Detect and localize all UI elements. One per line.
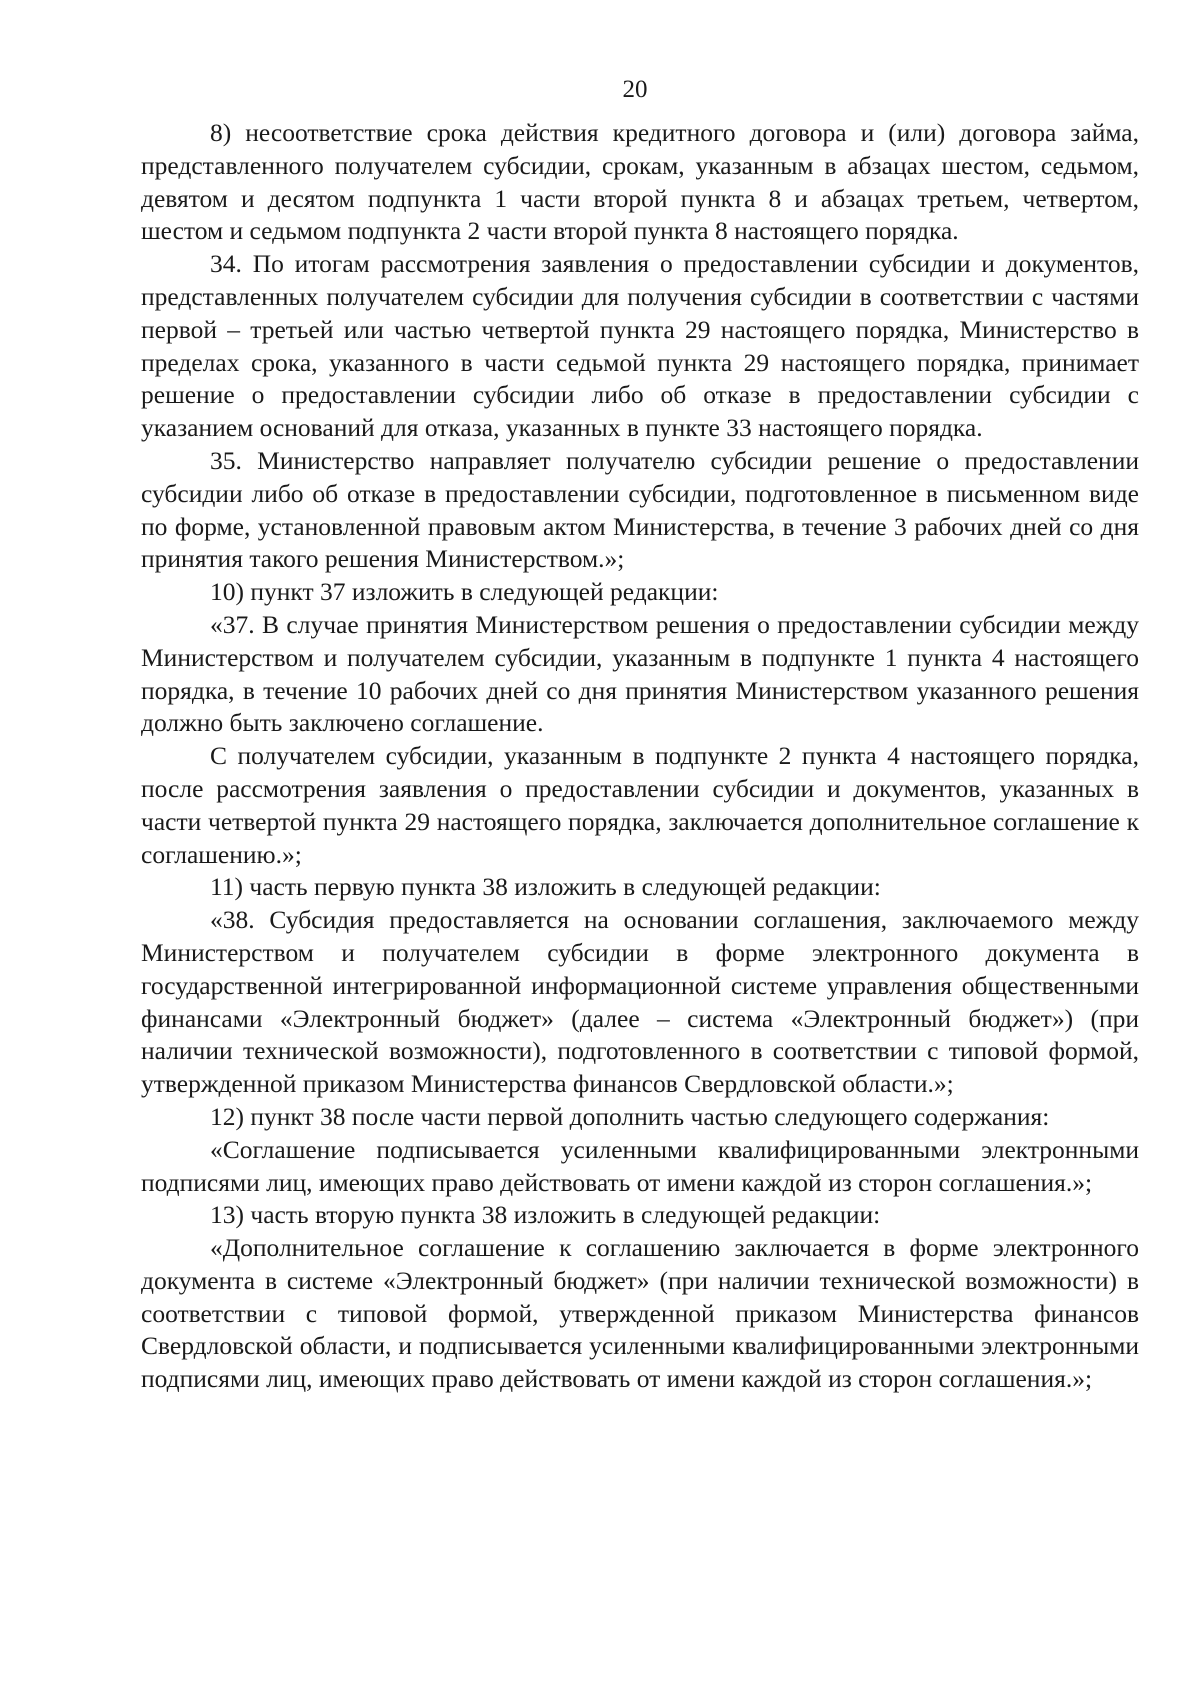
paragraph-point-38: «38. Субсидия предоставляется на основании соглашения, заключаемого между Министерством и получателем субсидии в форме электронного документа в государственной интегрированной информационной системе управления общественными финансами «Электронный бюджет» (далее – система «Электронный бюджет») (при наличии технической возможности), подготовленного в соответствии с типовой формой, утвержденной приказом Министерства финансов Свердловской области.»; [141,905,1139,1099]
paragraph-agreement-signing: «Соглашение подписывается усиленными квалифицированными электронными подписями лиц, имеющих право действовать от имени каждой из сторон соглашения.»; [141,1134,1139,1197]
paragraph-additional-agreement: «Дополнительное соглашение к соглашению заключается в форме электронного документа в системе «Электронный бюджет» (при наличии технической возможности) в соответствии с типовой формой, утвержденной приказом Министерства финансов Свердловской области, и подписывается усиленными квалифицированными электронными подписями лиц, имеющих право действовать от имени каждой из сторон соглашения.»; [141,1233,1139,1394]
paragraph-item-13: 13) часть вторую пункта 38 изложить в следующей редакции: [210,1200,881,1230]
paragraph-item-8: 8) несоответствие срока действия кредитного договора и (или) договора займа, представленного получателем субсидии, срокам, указанным в абзацах шестом, седьмом, девятом и десятом подпункта 1 части второй пункта 8 и абзацах третьем, четвертом, шестом и седьмом подпункта 2 части второй пункта 8 настоящего порядка. [141,118,1139,246]
document-body [141,117,1139,1396]
paragraph-item-11: 11) часть первую пункта 38 изложить в следующей редакции: [210,872,881,902]
paragraph-point-34: 34. По итогам рассмотрения заявления о предоставлении субсидии и документов, представленных получателем субсидии для получения субсидии в соответствии с частями первой – третьей или частью четвертой пункта 29 настоящего порядка, Министерство в пределах срока, указанного в части седьмой пункта 29 настоящего порядка, принимает решение о предоставлении субсидии либо об отказе в предоставлении субсидии с указанием оснований для отказа, указанных в пункте 33 настоящего порядка. [141,249,1139,443]
paragraph-point-37: «37. В случае принятия Министерством решения о предоставлении субсидии между Министерством и получателем субсидии, указанным в подпункте 1 пункта 4 настоящего порядка, в течение 10 рабочих дней со дня принятия Министерством указанного решения должно быть заключено соглашение. [141,609,1139,738]
paragraph-point-37-part-2: С получателем субсидии, указанным в подпункте 2 пункта 4 настоящего порядка, после рассмотрения заявления о предоставлении субсидии и документов, указанных в части четвертой пункта 29 настоящего порядка, заключается дополнительное соглашение к соглашению.»; [141,741,1139,869]
paragraph-item-10: 10) пункт 37 изложить в следующей редакции: [210,577,719,607]
paragraph-point-35: 35. Министерство направляет получателю субсидии решение о предоставлении субсидии либо об отказе в предоставлении субсидии, подготовленное в письменном виде по форме, установленной правовым актом Министерства, в течение 3 рабочих дней со дня принятия такого решения Министерством.»; [141,445,1139,574]
paragraph-item-12: 12) пункт 38 после части первой дополнить частью следующего содержания: [210,1101,1050,1131]
page-number: 20 [622,76,648,103]
